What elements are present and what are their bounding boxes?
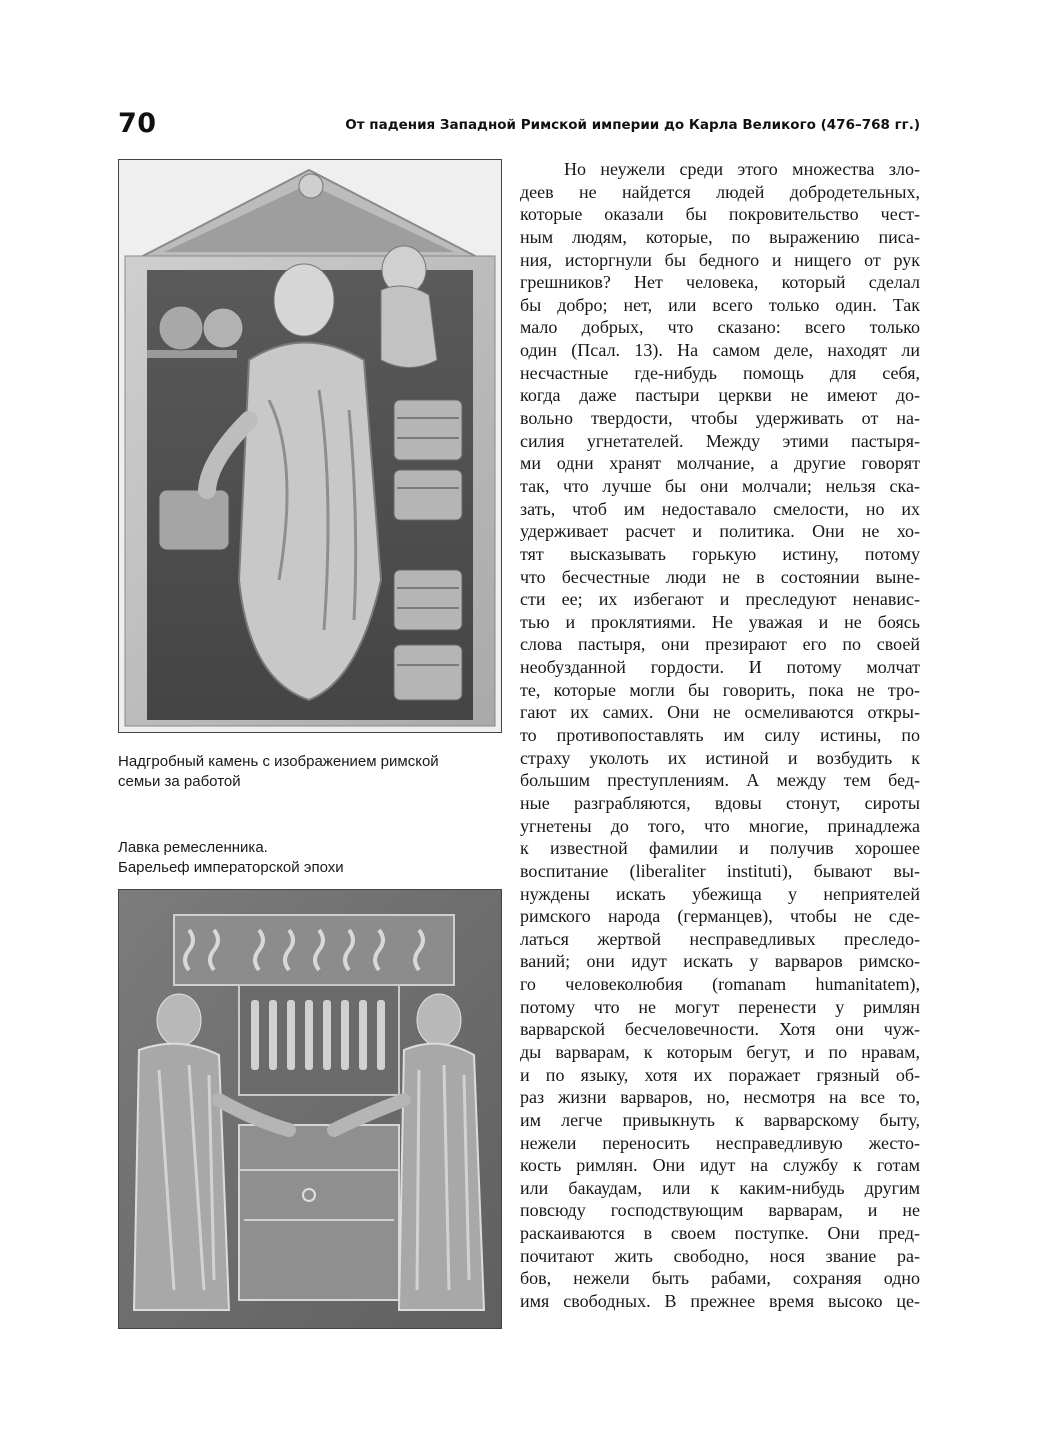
text-line: или бакаудам, или к каким-нибудь другим bbox=[520, 1177, 920, 1198]
text-line: к известной фамилии и получив хорошее bbox=[520, 838, 920, 859]
text-line: латься жертвой несправедливых преследо- bbox=[520, 928, 920, 949]
text-line: когда даже пастыри церкви не имеют до- bbox=[520, 385, 920, 406]
text-line: варварской бесчеловечности. Хотя они чуж- bbox=[520, 1019, 920, 1040]
text-line: бов, нежели быть рабами, сохраняя одно bbox=[520, 1268, 920, 1289]
text-line: грешников? Нет человека, который сделал bbox=[520, 272, 920, 293]
text-line: имя свободных. В прежнее время высоко це- bbox=[520, 1291, 920, 1312]
text-line: которые оказали бы покровительство чест- bbox=[520, 204, 920, 225]
text-line: ваний; они идут искать у варваров римско- bbox=[520, 951, 920, 972]
text-line: бы добро; нет, или всего только один. Так bbox=[520, 294, 920, 315]
text-line: так, что лучше бы они молчали; нельзя ска- bbox=[520, 475, 920, 496]
text-line: деев не найдется людей добродетельных, bbox=[520, 181, 920, 202]
text-line: тью и проклятиями. Не уважая и не боясь bbox=[520, 611, 920, 632]
text-line: го человеколюбия (romanam humanitatem), bbox=[520, 974, 920, 995]
text-line: гают их самих. Они не осмеливаются откры- bbox=[520, 702, 920, 723]
text-line: ды варварам, к которым бегут, и по нравам, bbox=[520, 1041, 920, 1062]
tombstone-relief-image bbox=[118, 159, 502, 733]
text-line: ми одни хранят молчание, а другие говорят bbox=[520, 453, 920, 474]
running-header: От падения Западной Римской империи до Карла Великого (476–768 гг.) bbox=[345, 117, 920, 133]
caption-line: Барельеф императорской эпохи bbox=[118, 859, 344, 876]
text-line: нуждены искать убежища у неприятелей bbox=[520, 883, 920, 904]
workshop-bas-relief-image bbox=[118, 889, 502, 1329]
caption-line: семьи за работой bbox=[118, 773, 241, 790]
caption-line: Надгробный камень с изображением римской bbox=[118, 753, 439, 770]
text-line: необузданной гордости. И потому молчат bbox=[520, 657, 920, 678]
text-line: ные разграбляются, вдовы стонут, сироты bbox=[520, 792, 920, 813]
text-line: и по языку, хотя их поражает грязный об- bbox=[520, 1064, 920, 1085]
text-line: большим преступлениям. А между тем бед- bbox=[520, 770, 920, 791]
text-line: почитают жить свободно, нося звание ра- bbox=[520, 1245, 920, 1266]
text-line: удерживает расчет и политика. Они не хо- bbox=[520, 521, 920, 542]
text-line: раскаиваются в своем поступке. Они пред- bbox=[520, 1223, 920, 1244]
text-line: кость римлян. Они идут на службу к готам bbox=[520, 1155, 920, 1176]
text-line: повсюду господствующим варварам, и не bbox=[520, 1200, 920, 1221]
caption-line: Лавка ремесленника. bbox=[118, 839, 268, 856]
text-line: страху уколоть их истиной и возбудить к bbox=[520, 747, 920, 768]
text-line: силия угнетателей. Между этими пастыря- bbox=[520, 430, 920, 451]
text-line: те, которые могли бы говорить, пока не тро- bbox=[520, 679, 920, 700]
text-line: слова пастыря, они презирают его по своей bbox=[520, 634, 920, 655]
page-number: 70 bbox=[118, 108, 157, 139]
text-line: им легче привыкнуть к варварскому быту, bbox=[520, 1109, 920, 1130]
text-line: римского народа (германцев), чтобы не сде- bbox=[520, 906, 920, 927]
text-line: что бесчестные люди не в состоянии выне- bbox=[520, 566, 920, 587]
figure-caption bbox=[118, 752, 510, 792]
text-line: угнетены до того, что многие, принадлежа bbox=[520, 815, 920, 836]
figure-caption bbox=[118, 838, 510, 878]
text-line: несчастные где-нибудь помощь для себя, bbox=[520, 362, 920, 383]
text-line: мало добрых, что сказано: всего только bbox=[520, 317, 920, 338]
text-line: раз жизни варваров, но, несмотря на все то, bbox=[520, 1087, 920, 1108]
text-line: нежели переносить несправедливую жесто- bbox=[520, 1132, 920, 1153]
text-line: Но неужели среди этого множества зло- bbox=[564, 159, 920, 179]
text-line: вольно твердости, чтобы удерживать от на- bbox=[520, 408, 920, 429]
text-line: зать, чтоб им недоставало смелости, но их bbox=[520, 498, 920, 519]
body-text bbox=[520, 158, 920, 1313]
text-line: ния, исторгнули бы бедного и нищего от рук bbox=[520, 249, 920, 270]
text-line: воспитание (liberaliter instituti), бывают вы- bbox=[520, 860, 920, 881]
text-line: сти ее; их избегают и преследуют ненавис- bbox=[520, 589, 920, 610]
text-line: то противопоставлять им силу истины, по bbox=[520, 725, 920, 746]
text-line: ным людям, которые, по выражению писа- bbox=[520, 226, 920, 247]
text-line: потому что не могут перенести у римлян bbox=[520, 996, 920, 1017]
text-line: тят высказывать горькую истину, потому bbox=[520, 543, 920, 564]
text-line: один (Псал. 13). На самом деле, находят ли bbox=[520, 340, 920, 361]
